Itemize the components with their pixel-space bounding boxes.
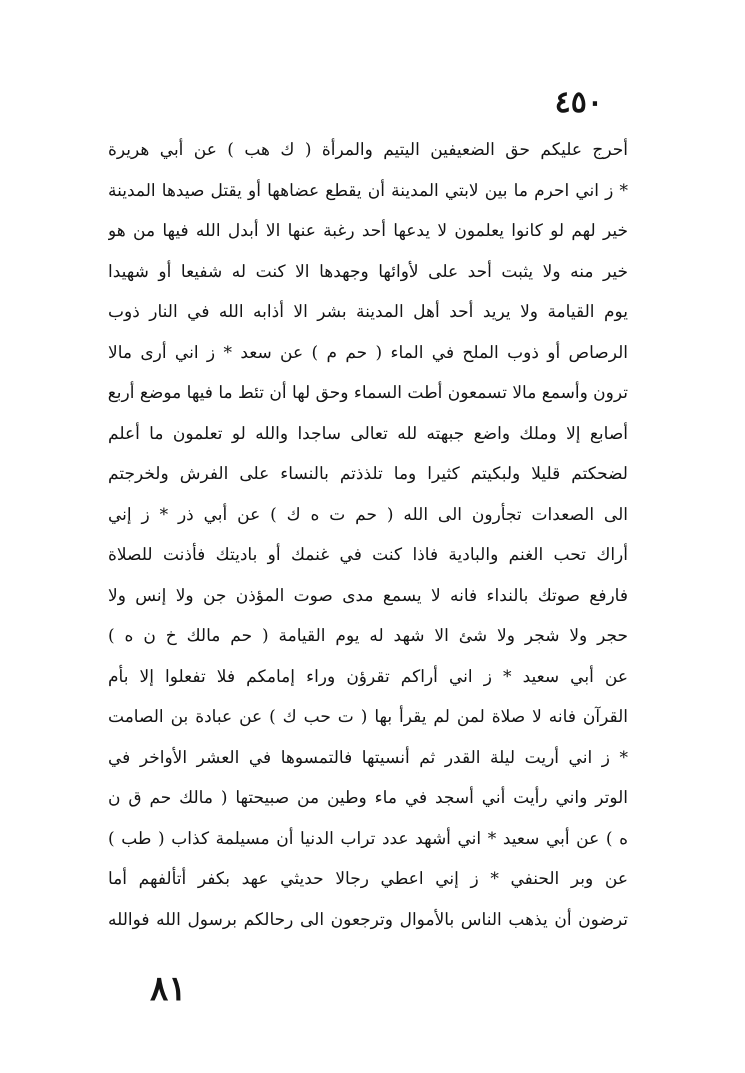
text-line: أحرج عليكم حق الضعيفين اليتيم والمرأة ( ك هب ) عن أبي هريرة bbox=[108, 140, 628, 160]
text-line: لضحكتم قليلا ولبكيتم كثيرا وما تلذذتم بالنساء على الفرش ولخرجتم bbox=[108, 464, 628, 484]
page-number: ٤٥٠ bbox=[554, 85, 603, 120]
text-line: يوم القيامة ولا يريد أحد أهل المدينة بشر الا أذابه الله في النار ذوب bbox=[108, 302, 628, 322]
text-line: القرآن فانه لا صلاة لمن لم يقرأ بها ( ت حب ك ) عن عبادة بن الصامت bbox=[108, 707, 628, 727]
text-line: * ز اني أريت ليلة القدر ثم أنسيتها فالتمسوها في العشر الأواخر في bbox=[108, 747, 628, 768]
signature-mark: ٨١ bbox=[150, 969, 187, 1009]
text-line: ه ) عن أبي سعيد * اني أشهد عدد تراب الدنيا أن مسيلمة كذاب ( طب ) bbox=[108, 828, 628, 849]
text-line: فارفع صوتك بالنداء فانه لا يسمع مدى صوت المؤذن جن ولا إنس ولا bbox=[108, 585, 628, 606]
text-line: أصابع إلا وملك واضع جبهته لله تعالى ساجدا والله لو تعلمون ما أعلم bbox=[108, 423, 628, 444]
hadith-text-block bbox=[108, 130, 628, 940]
text-line: الرصاص أو ذوب الملح في الماء ( حم م ) عن سعد * ز اني أرى مالا bbox=[108, 342, 628, 363]
text-line: حجر ولا شجر ولا شئ الا شهد له يوم القيامة ( حم مالك خ ن ه ) bbox=[108, 626, 628, 646]
text-line: عن أبي سعيد * ز اني أراكم تقرؤن وراء إمامكم فلا تفعلوا إلا بأم bbox=[108, 666, 628, 687]
text-line: ترون وأسمع مالا تسمعون أطت السماء وحق لها أن تئط ما فيها موضع أربع bbox=[108, 383, 628, 403]
text-line: أراك تحب الغنم والبادية فاذا كنت في غنمك أو باديتك فأذنت للصلاة bbox=[108, 545, 628, 565]
text-line: خير منه ولا يثبت أحد على لأوائها وجهدها الا كنت له شفيعا أو شهيدا bbox=[108, 261, 628, 282]
text-line: خير لهم لو كانوا يعلمون لا يدعها أحد رغبة عنها الا أبدل الله فيها من هو bbox=[108, 221, 628, 241]
text-line: الى الصعدات تجأرون الى الله ( حم ت ه ك ) عن أبي ذر * ز إني bbox=[108, 504, 628, 525]
text-line: عن وبر الحنفي * ز إني اعطي رجالا حديثي عهد بكفر أتألفهم أما bbox=[108, 869, 628, 889]
text-line: * ز اني احرم ما بين لابتي المدينة أن يقطع عضاهها أو يقتل صيدها المدينة bbox=[108, 180, 628, 201]
text-line: ترضون أن يذهب الناس بالأموال وترجعون الى رحالكم برسول الله فوالله bbox=[108, 909, 628, 930]
text-line: الوتر واني رأيت أني أسجد في ماء وطين من صبيحتها ( مالك حم ق ن bbox=[108, 788, 628, 808]
